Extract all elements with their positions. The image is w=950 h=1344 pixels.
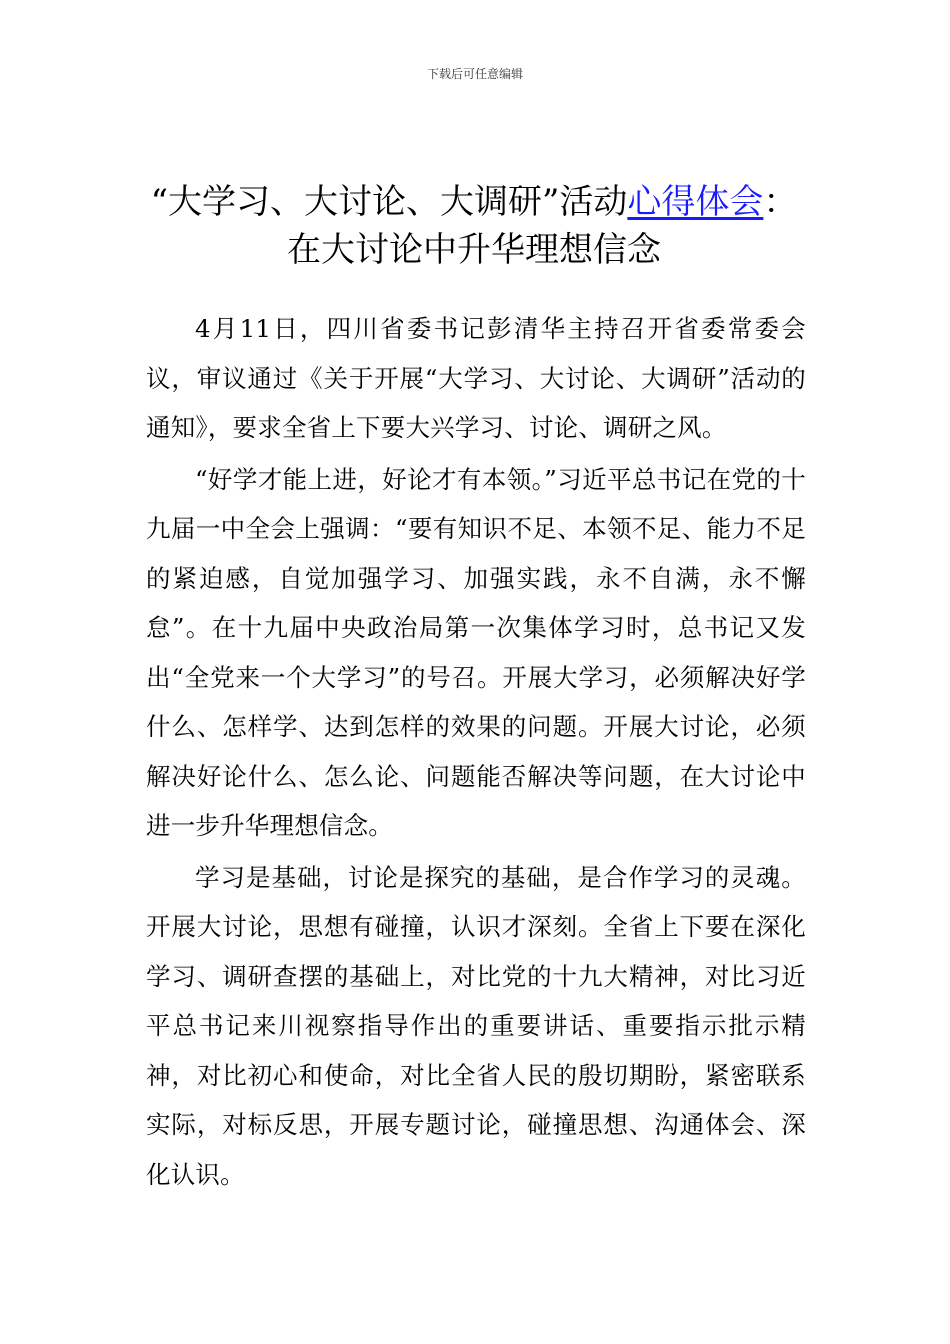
header-note: 下载后可任意编辑 xyxy=(426,67,523,81)
paragraph-1: 4月11日，四川省委书记彭清华主持召开省委常委会议，审议通过《关于开展“大学习、大讨论、大调研”活动的通知》，要求全省上下要大兴学习、讨论、调研之风。 xyxy=(146,314,806,442)
title-part-1: “大学习、大讨论、大调研”活动 xyxy=(150,182,628,222)
document-body xyxy=(146,304,806,1201)
paragraph-2: “好学才能上进，好论才有本领。”习近平总书记在党的十九届一中全会上强调：“要有知识不足、本领不足、能力不足的紧迫感，自觉加强学习、加强实践，永不自满，永不懈怠”。在十九届中央政治局第一次集体学习时，总书记又发出“全党来一个大学习”的号召。开展大学习，必须解决好学什么、怎样学、达到怎样的效果的问题。开展大讨论，必须解决好论什么、怎么论、问题能否解决等问题，在大讨论中进一步升华理想信念。 xyxy=(146,464,806,840)
title-part-2: ：在大讨论中升华理想信念 xyxy=(287,182,798,270)
paragraph-3: 学习是基础，讨论是探究的基础，是合作学习的灵魂。开展大讨论，思想有碰撞，认识才深刻。全省上下要在深化学习、调研查摆的基础上，对比党的十九大精神，对比习近平总书记来川视察指导作出的重要讲话、重要指示批示精神，对比初心和使命，对比全省人民的殷切期盼，紧密联系实际，对标反思，开展专题讨论，碰撞思想、沟通体会、深化认识。 xyxy=(146,862,806,1189)
title-link[interactable]: 心得体会 xyxy=(627,182,764,222)
document-title xyxy=(150,178,798,274)
